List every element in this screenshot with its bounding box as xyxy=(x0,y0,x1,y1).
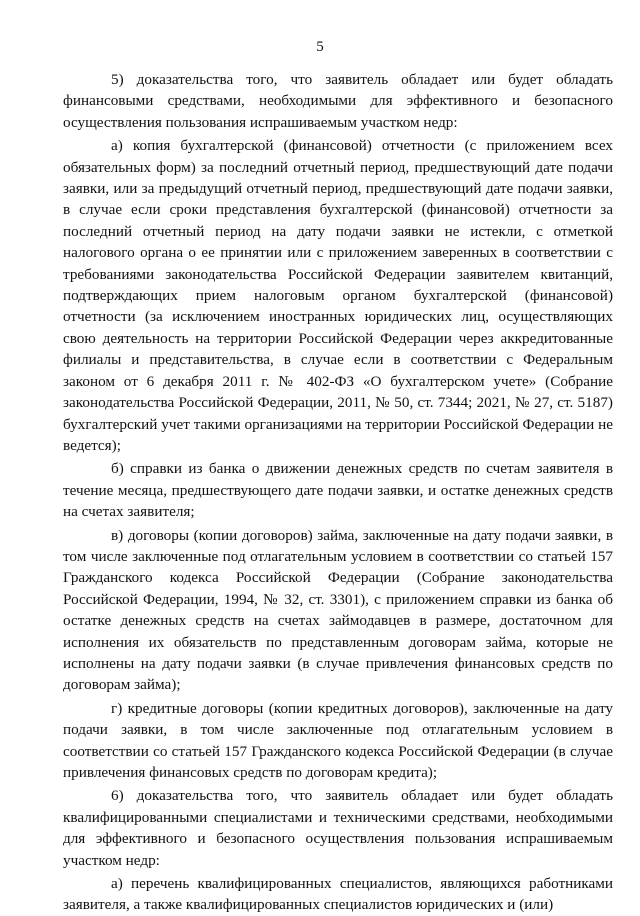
paragraph-subitem-a-specialists-list: а) перечень квалифицированных специалистов, являющихся работниками заявителя, а также квалифицированных специалистов юридических и (или) xyxy=(63,875,613,914)
paragraph-subitem-v-loan-agreements: в) договоры (копии договоров) займа, заключенные на дату подачи заявки, в том числе заключенные под отлагательным условием в соответствии со статьей 157 Гражданского кодекса Российской Федерации (Собрание законодательства Российской Федерации, 1994, № 32, ст. 3301), с приложением справки из банка об остатке денежных средств на счетах займодавцев в размере, достаточном для исполнения их обязательств по представленным договорам займа, которые не исполнены на дату подачи заявки (в случае привлечения финансовых средств по договорам займа); xyxy=(63,526,613,694)
page-number: 5 xyxy=(316,39,324,55)
paragraph-subitem-b-bank-statements: б) справки из банка о движении денежных средств по счетам заявителя в течение месяца, предшествующего дате подачи заявки, и остатке денежных средств на счетах заявителя; xyxy=(63,460,613,521)
paragraph-item-6-specialists-evidence: 6) доказательства того, что заявитель обладает или будет обладать квалифицированными специалистами и техническими средствами, необходимыми для эффективного и безопасного осуществления пользования испрашиваемым участком недр: xyxy=(63,787,613,869)
paragraph-subitem-a-accounting-reports: а) копия бухгалтерской (финансовой) отчетности (с приложением всех обязательных форм) за последний отчетный период, предшествующий дате подачи заявки, или за предыдущий отчетный период, предшествующий дате подачи заявки, в случае если сроки представления бухгалтерской (финансовой) отчетности за последний отчетный период на дату подачи заявки не истекли, с отметкой налогового органа о ее принятии или с приложением заверенных в соответствии с требованиями законодательства Российской Федерации заявителем квитанций, подтверждающих прием налоговым органом бухгалтерской (финансовой) отчетности (за исключением иностранных юридических лиц, осуществляющих свою деятельность на территории Российской Федерации через аккредитованные филиалы и представительства, в случае если в соответствии с Федеральным законом от 6 декабря 2011 г. № 402-ФЗ «О бухгалтерском учете» (Собрание законодательства Российской Федерации, 2011, № 50, ст. 7344; 2021, № 27, ст. 5187) бухгалтерский учет такими организациями на территории Российской Федерации не ведется); xyxy=(63,137,613,454)
paragraph-item-5-financial-evidence: 5) доказательства того, что заявитель обладает или будет обладать финансовыми средствами, необходимыми для эффективного и безопасного осуществления пользования испрашиваемым участком недр: xyxy=(63,71,613,131)
paragraph-subitem-g-credit-agreements: г) кредитные договоры (копии кредитных договоров), заключенные на дату подачи заявки, в том числе заключенные под отлагательным условием в соответствии со статьей 157 Гражданского кодекса Российской Федерации (в случае привлечения финансовых средств по договорам кредита); xyxy=(63,699,613,781)
document-body xyxy=(63,69,613,916)
